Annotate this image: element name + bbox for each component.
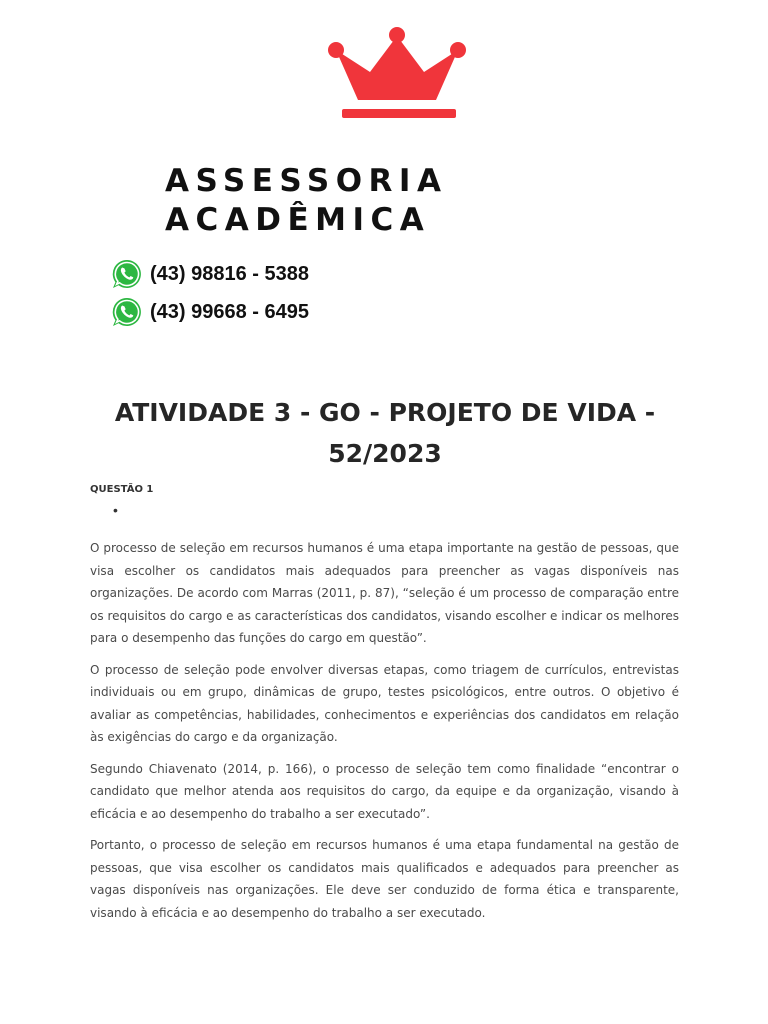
whatsapp-icon [110,295,144,329]
phone-number: (43) 99668 - 6495 [150,300,310,323]
answer-text [90,537,679,933]
document-title-line-1: ATIVIDADE 3 - GO - PROJETO DE VIDA - [114,398,656,427]
contact-row [110,256,309,292]
whatsapp-icon [110,257,144,291]
brand-name [165,162,447,240]
brand-line-1: ASSESSORIA [165,163,448,199]
phone-number: (43) 98816 - 5388 [150,262,310,285]
bullet-point: • [113,502,118,518]
paragraph: O processo de seleção em recursos humanos é uma etapa importante na gestão de pessoas, que visa escolher os candidatos mais adequados para preencher as vagas disponíveis nas organizações. De acordo com Marras (2011, p. 87), “seleção é um processo de comparação entre os requisitos do cargo e as características dos candidatos, visando escolher e indicar os melhores para o desempenho das funções do cargo em questão”. [90,541,679,645]
document-title-line-2: 52/2023 [328,439,442,468]
paragraph: Portanto, o processo de seleção em recursos humanos é uma etapa fundamental na gestão de pessoas, que visa escolher os candidatos mais qualificados e adequados para preencher as vagas disponíveis nas organizações. Ele deve ser conduzido de forma ética e transparente, visando à eficácia e ao desempenho do trabalho a ser executado. [90,838,679,920]
question-label: QUESTÃO 1 [90,484,154,495]
document-title [90,392,680,474]
paragraph: O processo de seleção pode envolver diversas etapas, como triagem de currículos, entrevistas individuais ou em grupo, dinâmicas de grupo, testes psicológicos, entre outros. O objetivo é avaliar as competências, habilidades, conhecimentos e experiências dos candidatos em relação às exigências do cargo e da organização. [90,662,679,744]
crown-icon [322,26,472,122]
contact-row [110,294,309,330]
paragraph: Segundo Chiavenato (2014, p. 166), o processo de seleção tem como finalidade “encontrar o candidato que melhor atenda aos requisitos do cargo, da equipe e da organização, visando à eficácia e ao desempenho do trabalho a ser executado”. [90,761,679,821]
brand-line-2: ACADÊMICA [165,202,431,238]
